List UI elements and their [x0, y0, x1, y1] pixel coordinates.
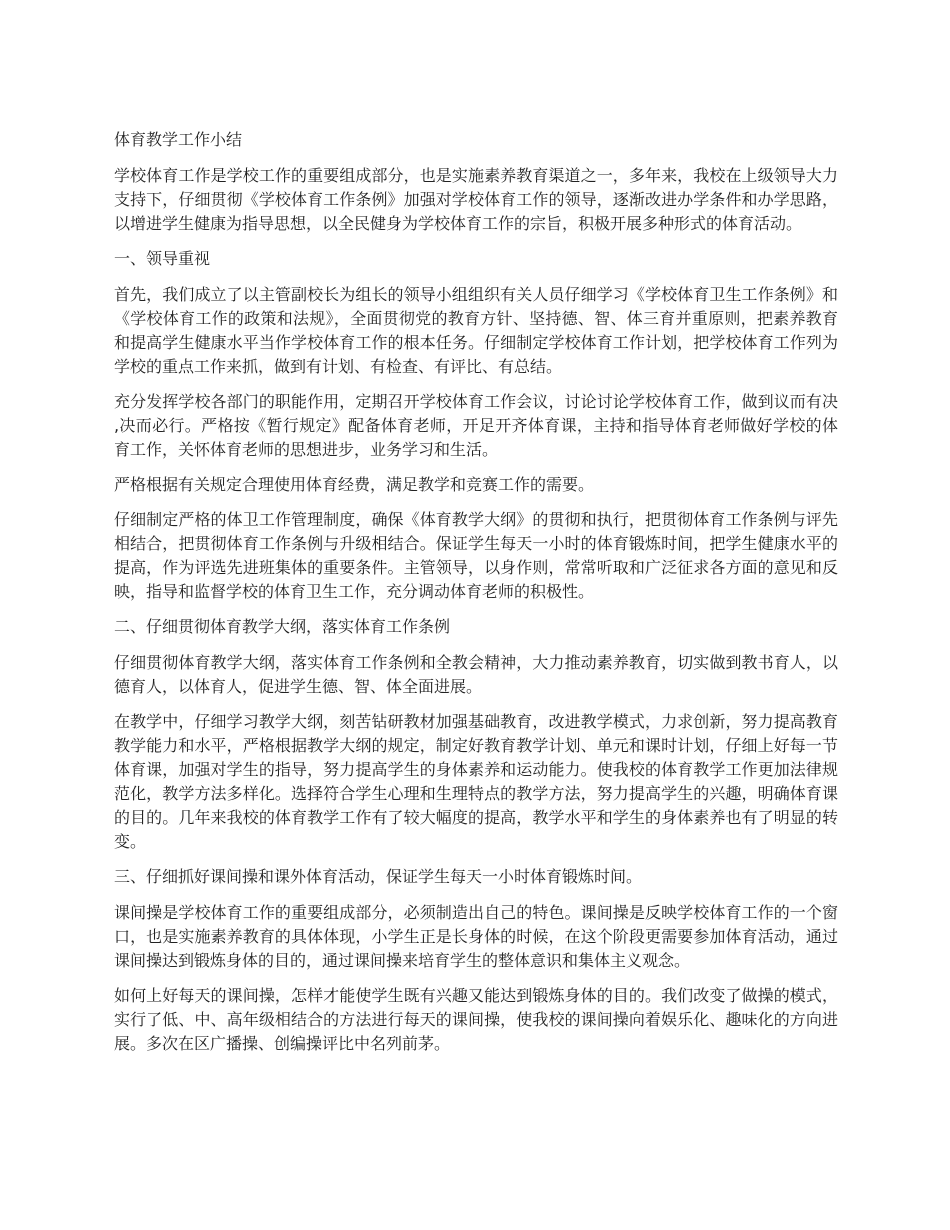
body-paragraph: 如何上好每天的课间操，怎样才能使学生既有兴趣又能达到锻炼身体的目的。我们改变了做操的模式，实行了低、中、高年级相结合的方法进行每天的课间操，使我校的课间操向着娱乐化、趣味化的方向进展。多次在区广播操、创编操评比中名列前茅。 [114, 986, 838, 1053]
body-paragraph: 充分发挥学校各部门的职能作用，定期召开学校体育工作会议，讨论讨论学校体育工作，做到议而有决,决而必行。严格按《暂行规定》配备体育老师，开足开齐体育课，主持和指导体育老师做好学校的体育工作，关怀体育老师的思想进步，业务学习和生活。 [114, 392, 838, 459]
body-paragraph: 仔细制定严格的体卫工作管理制度，确保《体育教学大纲》的贯彻和执行，把贯彻体育工作条例与评先相结合，把贯彻体育工作条例与升级相结合。保证学生每天一小时的体育锻炼时间，把学生健康水平的提高，作为评选先进班集体的重要条件。主管领导，以身作则，常常听取和广泛征求各方面的意见和反映，指导和监督学校的体育卫生工作，充分调动体育老师的积极性。 [114, 510, 838, 601]
body-paragraph: 严格根据有关规定合理使用体育经费，满足教学和竞赛工作的需要。 [114, 475, 595, 494]
body-paragraph: 首先，我们成立了以主管副校长为组长的领导小组组织有关人员仔细学习《学校体育卫生工作条例》和《学校体育工作的政策和法规》，全面贯彻党的教育方针、坚持德、智、体三育并重原则，把素养教育和提高学生健康水平当作学校体育工作的根本任务。仔细制定学校体育工作计划，把学校体育工作列为学校的重点工作来抓，做到有计划、有检查、有评比、有总结。 [114, 285, 838, 376]
document-body [114, 128, 838, 1067]
document-title: 体育教学工作小结 [114, 130, 243, 149]
body-paragraph: 仔细贯彻体育教学大纲，落实体育工作条例和全教会精神，大力推动素养教育，切实做到教书育人，以德育人，以体育人，促进学生德、智、体全面进展。 [114, 653, 838, 696]
section-heading-leadership: 一、领导重视 [114, 249, 211, 268]
intro-paragraph: 学校体育工作是学校工作的重要组成部分，也是实施素养教育渠道之一，多年来，我校在上级领导大力支持下，仔细贯彻《学校体育工作条例》加强对学校体育工作的领导，逐渐改进办学条件和办学思路，以增进学生健康为指导思想，以全民健身为学校体育工作的宗旨，积极开展多种形式的体育活动。 [114, 166, 838, 233]
body-paragraph: 在教学中，仔细学习教学大纲，刻苦钻研教材加强基础教育，改进教学模式，力求创新，努力提高教育教学能力和水平，严格根据教学大纲的规定，制定好教育教学计划、单元和课时计划，仔细上好每一节体育课，加强对学生的指导，努力提高学生的身体素养和运动能力。使我校的体育教学工作更加法律规范化，教学方法多样化。选择符合学生心理和生理特点的教学方法，努力提高学生的兴趣，明确体育课的目的。几年来我校的体育教学工作有了较大幅度的提高，教学水平和学生的身体素养也有了明显的转变。 [114, 712, 838, 851]
section-heading-syllabus: 二、仔细贯彻体育教学大纲，落实体育工作条例 [114, 617, 451, 636]
body-paragraph: 课间操是学校体育工作的重要组成部分，必须制造出自己的特色。课间操是反映学校体育工作的一个窗口，也是实施素养教育的具体体现，小学生正是长身体的时候，在这个阶段更需要参加体育活动，通过课间操达到锻炼身体的目的，通过课间操来培育学生的整体意识和集体主义观念。 [114, 903, 838, 970]
section-heading-exercise: 三、仔细抓好课间操和课外体育活动，保证学生每天一小时体育锻炼时间。 [114, 867, 643, 886]
